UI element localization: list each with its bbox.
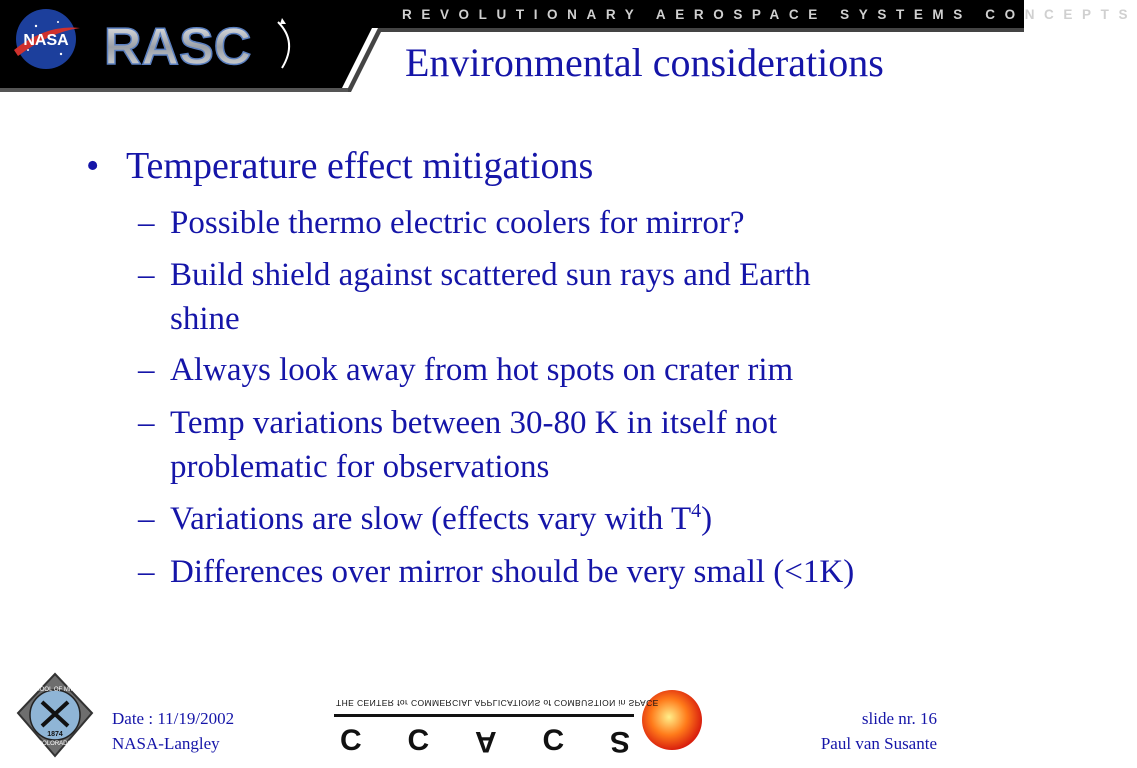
svg-text:RASC: RASC: [104, 18, 252, 76]
sub-bullet-marker: –: [138, 257, 155, 293]
footer-slide-number: slide nr. 16: [861, 709, 937, 728]
bullet-text: Temperature effect mitigations: [126, 145, 594, 187]
sub-bullet-item: [138, 497, 938, 541]
ccacs-letter: A: [474, 725, 497, 758]
ccacs-letter: S: [609, 725, 630, 758]
footer-date: Date : 11/19/2002: [112, 709, 235, 728]
sub-bullet-marker: –: [138, 205, 155, 241]
footer-author: Paul van Susante: [820, 734, 937, 753]
svg-text:NASA: NASA: [23, 32, 69, 49]
slide-title: Environmental considerations: [405, 40, 884, 85]
bullet-item: [86, 144, 593, 188]
sub-bullet-text: [170, 497, 938, 541]
sub-bullet-text-end: ): [701, 501, 713, 537]
sub-bullet-marker: –: [138, 352, 155, 388]
sub-bullet-marker: –: [138, 501, 155, 537]
ccacs-tagline: THE CENTER for COMMERCIAL APPLICATIONS of COMBUSTION in SPACE: [336, 698, 659, 708]
sub-bullet-text: Possible thermo electric coolers for mirror?: [170, 205, 745, 241]
school-of-mines-logo: [14, 672, 96, 758]
sub-bullet-item: [138, 348, 938, 392]
sub-bullet-text: Build shield against scattered sun rays and Earth shine: [170, 257, 811, 337]
sub-bullet-item: [138, 401, 918, 489]
header-band: [0, 0, 1137, 92]
footer-location: NASA-Langley: [112, 734, 220, 753]
bullet-marker: •: [86, 145, 100, 187]
footer-right-info: [821, 706, 937, 756]
ccacs-logo: [330, 690, 710, 762]
svg-text:1874: 1874: [47, 731, 63, 738]
svg-text:COLORADO: COLORADO: [37, 741, 73, 747]
ccacs-letters: [340, 724, 630, 758]
sub-bullet-item: [138, 550, 898, 594]
tagline: REVOLUTIONARY AEROSPACE SYSTEMS CONCEPTS: [402, 7, 1137, 22]
ccacs-letter: C: [542, 724, 565, 757]
sub-bullet-text: Differences over mirror should be very small (<1K): [170, 554, 855, 590]
sub-bullet-item: [138, 253, 858, 341]
ccacs-letter: C: [340, 724, 362, 757]
sub-bullet-item: [138, 201, 938, 245]
svg-text:SCHOOL OF MINES: SCHOOL OF MINES: [27, 687, 83, 693]
rasc-logo: [102, 16, 302, 76]
nasa-logo: [6, 6, 86, 72]
sub-bullet-marker: –: [138, 554, 155, 590]
footer: [0, 660, 1024, 768]
ccacs-letter: C: [407, 724, 430, 757]
superscript-exponent: 4: [691, 500, 702, 522]
sub-bullet-text-main: Variations are slow (effects vary with T: [170, 501, 692, 537]
footer-left-info: [112, 706, 234, 756]
sub-bullet-text: Always look away from hot spots on crater rim: [170, 352, 794, 388]
sub-bullet-text: Temp variations between 30-80 K in itself not problematic for observations: [170, 405, 778, 485]
sub-bullet-marker: –: [138, 405, 155, 441]
